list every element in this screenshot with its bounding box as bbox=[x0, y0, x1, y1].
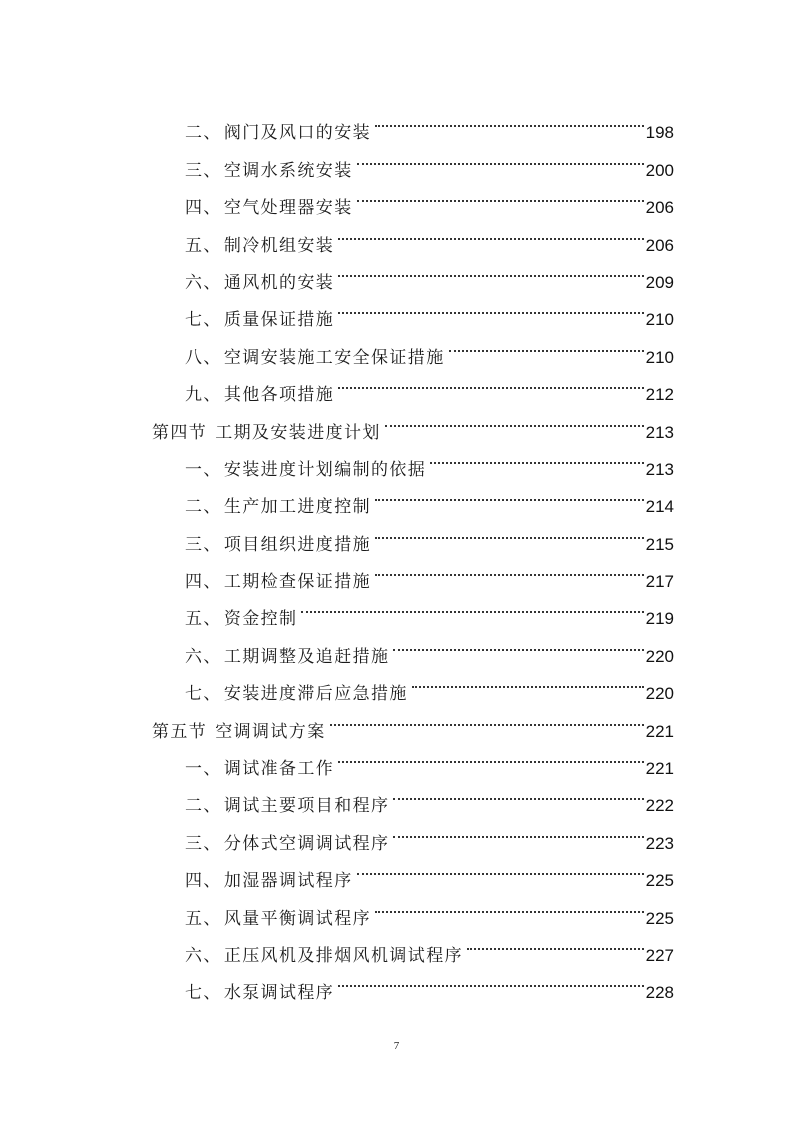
toc-entry-page: 206 bbox=[645, 198, 674, 218]
toc-entry-title bbox=[185, 527, 371, 564]
toc-entry-title bbox=[185, 190, 353, 227]
toc-entry-title bbox=[185, 975, 334, 1012]
toc-entry-text: 加湿器调试程序 bbox=[223, 871, 353, 892]
toc-entry-text: 阀门及风口的安装 bbox=[223, 123, 372, 144]
toc-entry-text: 空气处理器安装 bbox=[223, 198, 353, 219]
dot-leader bbox=[375, 101, 644, 138]
toc-entry-text: 调试主要项目和程序 bbox=[223, 796, 390, 817]
toc-entry-text: 调试准备工作 bbox=[223, 759, 335, 780]
toc-entry-number: 三、 bbox=[185, 160, 222, 181]
dot-leader bbox=[338, 737, 643, 774]
toc-entry-text: 其他各项措施 bbox=[223, 385, 335, 406]
toc-entry-title bbox=[185, 788, 389, 825]
toc-entry-title bbox=[185, 302, 334, 339]
toc-entry-text: 工期及安装进度计划 bbox=[215, 422, 381, 443]
toc-entry-number: 五、 bbox=[185, 609, 222, 630]
dot-leader bbox=[357, 849, 644, 886]
dot-leader bbox=[338, 363, 643, 400]
toc-entry-text: 工期调整及追赶措施 bbox=[223, 646, 390, 667]
toc-entry-title bbox=[185, 863, 353, 900]
toc-entry-page: 215 bbox=[645, 534, 674, 554]
toc-entry-number: 二、 bbox=[185, 123, 222, 144]
toc-entry-number: 一、 bbox=[185, 759, 222, 780]
dot-leader bbox=[301, 587, 643, 624]
toc-entry-page: 198 bbox=[645, 123, 674, 143]
dot-leader bbox=[449, 325, 644, 362]
toc-entry-page: 225 bbox=[645, 871, 674, 891]
toc-entry-text: 质量保证措施 bbox=[223, 310, 335, 331]
toc-entry-title bbox=[152, 415, 381, 452]
toc-entry-page: 223 bbox=[645, 833, 674, 853]
dot-leader bbox=[330, 699, 644, 736]
toc-entry-text: 风量平衡调试程序 bbox=[223, 908, 372, 929]
dot-leader bbox=[375, 475, 644, 512]
dot-leader bbox=[412, 662, 644, 699]
table-of-contents bbox=[152, 101, 674, 1004]
toc-entry-text: 生产加工进度控制 bbox=[223, 497, 372, 518]
toc-entry-text: 空调水系统安装 bbox=[223, 160, 353, 181]
dot-leader bbox=[375, 886, 644, 923]
toc-entry-text: 水泵调试程序 bbox=[223, 983, 335, 1004]
toc-entry-page: 227 bbox=[645, 945, 674, 965]
toc-entry-page: 210 bbox=[645, 347, 674, 367]
toc-entry-number: 三、 bbox=[185, 833, 222, 854]
dot-leader bbox=[338, 251, 643, 288]
toc-entry-number: 九、 bbox=[185, 385, 222, 406]
toc-entry-number: 七、 bbox=[185, 684, 222, 705]
dot-leader bbox=[338, 213, 643, 250]
toc-entry-number: 第五节 bbox=[152, 721, 208, 742]
toc-entry-page: 228 bbox=[645, 983, 674, 1003]
toc-entry-number: 七、 bbox=[185, 983, 222, 1004]
toc-entry-text: 分体式空调调试程序 bbox=[223, 833, 390, 854]
toc-entry-number: 五、 bbox=[185, 908, 222, 929]
dot-leader bbox=[393, 624, 643, 661]
dot-leader bbox=[375, 550, 644, 587]
toc-entry-text: 工期检查保证措施 bbox=[223, 572, 372, 593]
toc-entry-number: 二、 bbox=[185, 497, 222, 518]
toc-entry-page: 210 bbox=[645, 310, 674, 330]
toc-entry-text: 空调安装施工安全保证措施 bbox=[223, 347, 445, 368]
toc-entry-page: 200 bbox=[645, 160, 674, 180]
dot-leader bbox=[430, 438, 643, 475]
toc-entry-title bbox=[185, 601, 297, 638]
toc-entry-page: 221 bbox=[645, 759, 674, 779]
toc-entry-page: 225 bbox=[645, 908, 674, 928]
toc-entry-page: 209 bbox=[645, 272, 674, 292]
toc-entry-text: 安装进度滞后应急措施 bbox=[223, 684, 408, 705]
toc-entry-number: 五、 bbox=[185, 235, 222, 256]
toc-entry-page: 221 bbox=[645, 721, 674, 741]
toc-entry-number: 六、 bbox=[185, 272, 222, 293]
toc-entry-page: 213 bbox=[645, 459, 674, 479]
toc-entry-number: 六、 bbox=[185, 945, 222, 966]
page-number: 7 bbox=[393, 1040, 400, 1052]
toc-entry-title bbox=[152, 714, 326, 751]
toc-entry-title bbox=[185, 901, 371, 938]
dot-leader bbox=[357, 138, 644, 175]
toc-entry-title bbox=[185, 228, 334, 265]
toc-entry-page: 222 bbox=[645, 796, 674, 816]
toc-entry-title bbox=[185, 489, 371, 526]
toc-entry-page: 213 bbox=[645, 422, 674, 442]
dot-leader bbox=[467, 924, 644, 961]
toc-entry-page: 214 bbox=[645, 497, 674, 517]
toc-entry-number: 四、 bbox=[185, 572, 222, 593]
toc-entry-text: 安装进度计划编制的依据 bbox=[223, 459, 427, 480]
dot-leader bbox=[357, 176, 644, 213]
toc-entry-number: 四、 bbox=[185, 871, 222, 892]
toc-entry-page: 206 bbox=[645, 235, 674, 255]
toc-entry-text: 项目组织进度措施 bbox=[223, 534, 372, 555]
toc-entry-title bbox=[185, 639, 389, 676]
dot-leader bbox=[338, 961, 643, 998]
toc-entry-text: 资金控制 bbox=[223, 609, 298, 630]
toc-entry-number: 四、 bbox=[185, 198, 222, 219]
toc-entry-number: 六、 bbox=[185, 646, 222, 667]
toc-entry-title bbox=[185, 153, 353, 190]
toc-entry-text: 空调调试方案 bbox=[215, 721, 326, 742]
toc-entry-text: 通风机的安装 bbox=[223, 272, 335, 293]
toc-entry-title bbox=[185, 265, 334, 302]
toc-entry-number: 三、 bbox=[185, 534, 222, 555]
toc-entry-number: 一、 bbox=[185, 459, 222, 480]
toc-entry-title bbox=[185, 115, 371, 152]
toc-entry-page: 212 bbox=[645, 385, 674, 405]
dot-leader bbox=[338, 288, 643, 325]
dot-leader bbox=[393, 774, 643, 811]
toc-entry-title bbox=[185, 751, 334, 788]
toc-entry-text: 正压风机及排烟风机调试程序 bbox=[223, 945, 464, 966]
dot-leader bbox=[375, 512, 644, 549]
toc-entry[interactable] bbox=[152, 101, 674, 144]
dot-leader bbox=[385, 400, 644, 437]
toc-entry-number: 七、 bbox=[185, 310, 222, 331]
toc-entry-page: 219 bbox=[645, 609, 674, 629]
toc-entry-number: 第四节 bbox=[152, 422, 208, 443]
dot-leader bbox=[393, 811, 643, 848]
toc-entry-text: 制冷机组安装 bbox=[223, 235, 335, 256]
toc-entry-page: 220 bbox=[645, 646, 674, 666]
toc-entry-number: 二、 bbox=[185, 796, 222, 817]
toc-entry-page: 217 bbox=[645, 572, 674, 592]
toc-entry-title bbox=[185, 377, 334, 414]
toc-entry-page: 220 bbox=[645, 684, 674, 704]
toc-entry-number: 八、 bbox=[185, 347, 222, 368]
